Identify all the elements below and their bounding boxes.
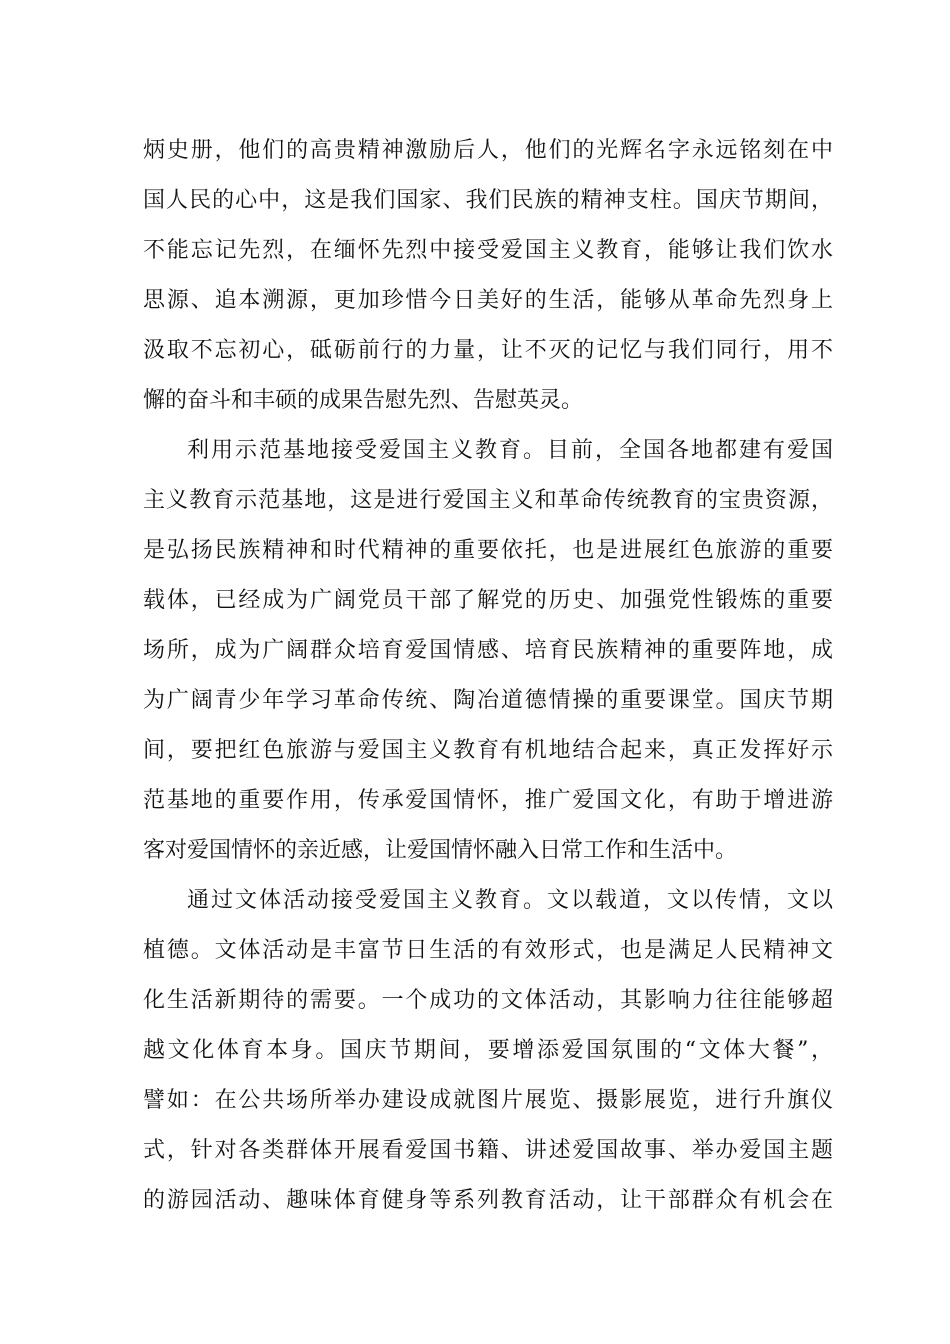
text-line: 式，针对各类群体开展看爱国书籍、讲述爱国故事、举办爱国主题 [143,1138,833,1163]
text-line: 范基地的重要作用，传承爱国情怀，推广爱国文化，有助于增进游 [143,788,833,813]
paragraph-start-line: 利用示范基地接受爱国主义教育。目前，全国各地都建有爱国 [187,438,833,463]
text-line: 植德。文体活动是丰富节日生活的有效形式，也是满足人民精神文 [143,938,833,963]
text-line: 主义教育示范基地，这是进行爱国主义和革命传统教育的宝贵资源， [143,488,833,513]
paragraph-start-line: 通过文体活动接受爱国主义教育。文以载道，文以传情，文以 [187,888,833,913]
text-line: 客对爱国情怀的亲近感，让爱国情怀融入日常工作和生活中。 [143,838,738,863]
text-line: 譬如：在公共场所举办建设成就图片展览、摄影展览，进行升旗仪 [143,1088,833,1113]
text-line: 化生活新期待的需要。一个成功的文体活动，其影响力往往能够超 [143,988,833,1013]
text-line: 为广阔青少年学习革命传统、陶冶道德情操的重要课堂。国庆节期 [143,688,833,713]
text-line: 越文化体育本身。国庆节期间，要增添爱国氛围的“文体大餐”， [143,1038,833,1063]
text-line: 国人民的心中，这是我们国家、我们民族的精神支柱。国庆节期间， [143,188,833,213]
text-line: 场所，成为广阔群众培育爱国情感、培育民族精神的重要阵地，成 [143,638,833,663]
body-text [143,126,833,1226]
text-line: 懈的奋斗和丰硕的成果告慰先烈、告慰英灵。 [143,388,584,413]
text-line: 不能忘记先烈，在缅怀先烈中接受爱国主义教育，能够让我们饮水 [143,238,833,263]
text-line: 炳史册，他们的高贵精神激励后人，他们的光辉名字永远铭刻在中 [143,138,833,163]
text-line: 载体，已经成为广阔党员干部了解党的历史、加强党性锻炼的重要 [143,588,833,613]
text-line: 的游园活动、趣味体育健身等系列教育活动，让干部群众有机会在 [143,1188,833,1213]
text-line: 汲取不忘初心，砥砺前行的力量，让不灭的记忆与我们同行，用不 [143,338,833,363]
text-line: 思源、追本溯源，更加珍惜今日美好的生活，能够从革命先烈身上 [143,288,833,313]
text-line: 间，要把红色旅游与爱国主义教育有机地结合起来，真正发挥好示 [143,738,833,763]
text-line: 是弘扬民族精神和时代精神的重要依托，也是进展红色旅游的重要 [143,538,833,563]
